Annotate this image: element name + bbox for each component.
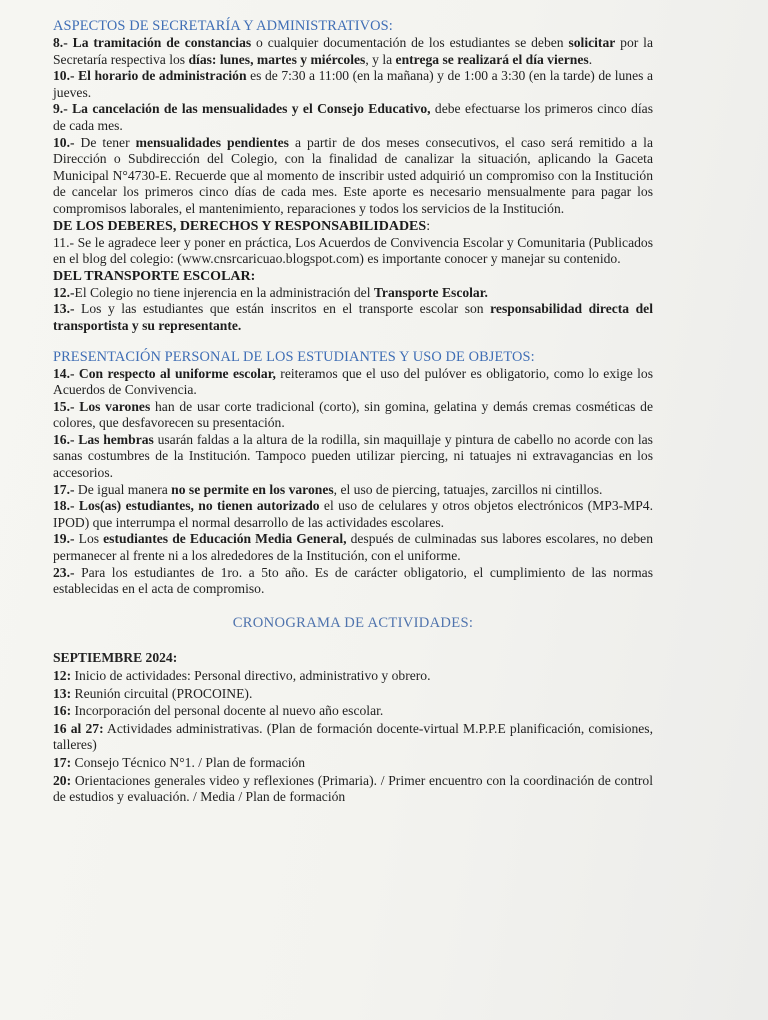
item-text: han de usar corte tradicional (corto), sin gomina, gelatina y demás cremas cosméticas de colores, que desfavorecen su presentación. bbox=[53, 398, 654, 431]
item-number: 8.- bbox=[53, 35, 68, 50]
item-12 bbox=[53, 285, 653, 302]
item-text: De tener bbox=[74, 134, 136, 150]
item-9 bbox=[53, 101, 653, 134]
schedule-entry bbox=[53, 721, 653, 754]
item-number: 17.- bbox=[53, 481, 75, 497]
month-heading: SEPTIEMBRE 2024: bbox=[53, 650, 178, 666]
section-heading-secretaria: ASPECTOS DE SECRETARÍA Y ADMINISTRATIVOS: bbox=[53, 18, 393, 34]
cronograma-heading: CRONOGRAMA DE ACTIVIDADES: bbox=[232, 614, 474, 631]
item-text: reiteramos que el uso del pulóver es obligatorio, como lo exige los Acuerdos de Convivencia. bbox=[53, 365, 653, 398]
schedule-entry bbox=[53, 755, 653, 772]
item-number: 13.- bbox=[53, 301, 75, 317]
item-23 bbox=[53, 565, 653, 598]
item-text: Los y las estudiantes que están inscritos en el transporte escolar son bbox=[74, 301, 491, 317]
item-number: 15.- bbox=[53, 398, 75, 414]
spacer bbox=[53, 335, 653, 349]
entry-text: Orientaciones generales video y reflexiones (Primaria). / Primer encuentro con la coordinación de control de estudios y evaluación. / Media / Plan de formación bbox=[53, 772, 653, 805]
item-17 bbox=[53, 482, 653, 499]
item-bold: Las hembras bbox=[74, 431, 154, 447]
item-number: 9.- bbox=[53, 101, 68, 117]
item-text: usarán faldas a la altura de la rodilla, sin maquillaje y pintura de cabello no acorde con las sanas costumbres de la Institución. Tampoco pueden utilizar piercing, ni tatuajes ni extravagancias en los accesorios. bbox=[53, 431, 653, 481]
item-bold: no se permite en los varones bbox=[171, 481, 334, 497]
item-number: 19.- bbox=[53, 531, 75, 547]
schedule-entry bbox=[53, 703, 653, 720]
item-number: 10.- bbox=[53, 134, 75, 150]
entry-day: 16 al 27: bbox=[53, 720, 104, 736]
item-text: es de 7:30 a 11:00 (en la mañana) y de 1:00 a 3:30 (en la tarde) de lunes a jueves. bbox=[53, 68, 653, 100]
item-text: o cualquier documentación de los estudiantes se deben bbox=[251, 35, 569, 50]
item-14 bbox=[53, 366, 653, 399]
item-15 bbox=[53, 399, 653, 432]
item-13 bbox=[53, 301, 653, 334]
item-text: , y la bbox=[365, 51, 396, 67]
item-number: 14.- bbox=[53, 365, 75, 381]
item-8 bbox=[53, 35, 653, 68]
schedule-entry bbox=[53, 686, 653, 703]
item-number: 12.- bbox=[53, 284, 75, 300]
item-10b bbox=[53, 135, 653, 218]
item-bold: La cancelación de las mensualidades y el Consejo Educativo, bbox=[72, 101, 431, 117]
entry-text: Incorporación del personal docente al nuevo año escolar. bbox=[71, 703, 384, 719]
item-bold: días: lunes, martes y miércoles bbox=[188, 51, 366, 67]
item-bold: solicitar bbox=[568, 35, 616, 50]
item-text: a partir de dos meses consecutivos, el caso será remitido a la Dirección o Subdirección del Colegio, con la finalidad de canalizar la situación, aplicando la Gaceta Municipal N°4730-E. Recuerde que al momento de inscribir usted adquirió un compromiso con la Institución de cancelar los primeros cinco días de cada mes. Este aporte es necesario mensualmente para pagar los compromisos laborales, el mantenimiento, reparaciones y todos los servicios de la Institución. bbox=[53, 134, 653, 216]
entry-day: 13: bbox=[53, 685, 72, 701]
item-bold: Transporte Escolar. bbox=[373, 284, 488, 300]
item-text: por la Secretaría respectiva los bbox=[53, 35, 653, 67]
section-heading-presentacion: PRESENTACIÓN PERSONAL DE LOS ESTUDIANTES Y USO DE OBJETOS: bbox=[53, 348, 535, 365]
item-text: El Colegio no tiene injerencia en la administración del bbox=[74, 284, 374, 300]
item-10a bbox=[53, 68, 653, 101]
entry-day: 12: bbox=[53, 668, 72, 683]
item-text: después de culminadas sus labores escolares, no deben permanecer al frente ni a los alrededores de la Institución, con el uniforme. bbox=[53, 531, 653, 564]
section-title: DE LOS DEBERES, DERECHOS Y RESPONSABILIDADES bbox=[53, 218, 427, 234]
item-text: Los bbox=[74, 531, 104, 547]
item-bold: La tramitación de constancias bbox=[72, 35, 252, 50]
item-number: 10.- bbox=[53, 68, 75, 84]
schedule-list bbox=[53, 650, 653, 805]
document-page bbox=[53, 18, 653, 807]
item-11 bbox=[53, 235, 653, 268]
item-number: 18.- bbox=[53, 498, 75, 514]
schedule-entry bbox=[53, 668, 653, 685]
section-heading-deberes bbox=[53, 218, 653, 235]
item-text: . bbox=[588, 51, 593, 67]
item-16 bbox=[53, 432, 653, 482]
item-text: Para los estudiantes de 1ro. a 5to año. Es de carácter obligatorio, el cumplimiento de las normas establecidas en el acta de compromiso. bbox=[53, 564, 653, 597]
entry-day: 16: bbox=[53, 703, 72, 719]
entry-text: Actividades administrativas. (Plan de formación docente-virtual M.P.P.E planificación, comisiones, talleres) bbox=[53, 720, 653, 753]
section-heading-transporte: DEL TRANSPORTE ESCOLAR: bbox=[53, 268, 256, 284]
section-colon: : bbox=[426, 218, 431, 234]
item-number: 16.- bbox=[53, 431, 75, 447]
entry-text: Consejo Técnico N°1. / Plan de formación bbox=[71, 754, 306, 770]
entry-text: Reunión circuital (PROCOINE). bbox=[71, 685, 253, 701]
entry-text: Inicio de actividades: Personal directivo, administrativo y obrero. bbox=[71, 668, 431, 683]
entry-day: 17: bbox=[53, 754, 72, 770]
item-text: debe efectuarse los primeros cinco días de cada mes. bbox=[53, 101, 653, 133]
item-text: el uso de celulares y otros objetos electrónicos (MP3-MP4. IPOD) que interrumpa el normal desarrollo de las actividades escolares. bbox=[53, 498, 653, 530]
item-text: , el uso de piercing, tatuajes, zarcillos ni cintillos. bbox=[333, 481, 603, 497]
item-number: 11.- bbox=[53, 234, 75, 250]
item-bold: estudiantes de Educación Media General, bbox=[103, 531, 347, 547]
item-18 bbox=[53, 498, 653, 531]
schedule-entry bbox=[53, 773, 653, 806]
item-bold: El horario de administración bbox=[78, 68, 247, 84]
entry-day: 20: bbox=[53, 772, 72, 788]
item-bold: Los varones bbox=[74, 398, 151, 414]
item-bold: Con respecto al uniforme escolar, bbox=[74, 365, 276, 381]
item-19 bbox=[53, 531, 653, 564]
item-bold: Los(as) estudiantes, no tienen autorizado bbox=[74, 498, 320, 514]
item-bold: responsabilidad directa del transportista y su representante. bbox=[53, 301, 653, 333]
item-bold: mensualidades pendientes bbox=[135, 134, 289, 150]
item-bold: entrega se realizará el día viernes bbox=[395, 51, 589, 67]
item-text: Se le agradece leer y poner en práctica, Los Acuerdos de Convivencia Escolar y Comunitaria (Publicados en el blog del colegio: (www.cnsrcaricuao.blogspot.com) es importante conocer y manejar su contenido. bbox=[53, 234, 653, 267]
item-text: De igual manera bbox=[74, 481, 172, 497]
item-number: 23.- bbox=[53, 564, 75, 580]
